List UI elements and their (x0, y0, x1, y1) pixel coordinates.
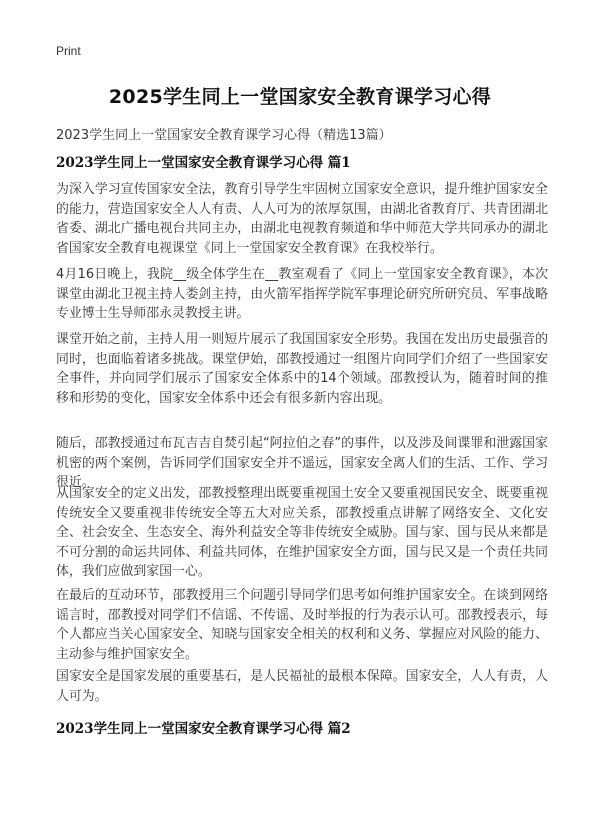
page-title: 2025学生同上一堂国家安全教育课学习心得 (108, 86, 492, 108)
section-heading-2: 2023学生同上一堂国家安全教育课学习心得 篇2 (56, 721, 351, 737)
paragraph-6: 在最后的互动环节，邵教授用三个问题引导同学们思考如何维护国家安全。在谈到网络谣言时，邵教授对同学们不信谣、不传谣、及时举报的行为表示认可。邵教授表示，每个人都应当关心国家安全、知晓与国家安全相关的权利和义务、掌握应对风险的能力、主动参与维护国家安全。 (56, 588, 548, 662)
paragraph-2: 4月16日晚上，我院__级全体学生在__教室观看了《同上一堂国家安全教育课》，本次课堂由湖北卫视主持人娄剑主持，由火箭军指挥学院军事理论研究所研究员、军事战略专业博士生导师邵永灵教授主讲。 (56, 267, 548, 321)
paragraph-5: 从国家安全的定义出发，邵教授整理出既要重视国土安全又要重视国民安全、既要重视传统安全又要重视非传统安全等五大对应关系，邵教授重点讲解了网络安全、文化安全、社会安全、生态安全、海外利益安全等非传统安全威胁。国与家、国与民从来都是不可分割的命运共同体、利益共同体，在维护国家安全方面，国与民又是一个责任共同体，我们应做到家国一心。 (56, 486, 548, 579)
document-subtitle: 2023学生同上一堂国家安全教育课学习心得（精选13篇） (56, 128, 392, 143)
paragraph-4: 随后，邵教授通过布瓦吉吉自焚引起“阿拉伯之春”的事件，以及涉及间谍罪和泄露国家机密的两个案例，告诉同学们国家安全并不遥远，国家安全离人们的生活、工作、学习很近。 (56, 436, 548, 490)
print-link[interactable]: Print (56, 44, 81, 58)
paragraph-1: 为深入学习宣传国家安全法，教育引导学生牢固树立国家安全意识，提升维护国家安全的能力，营造国家安全人人有责、人人可为的浓厚氛围，由湖北省教育厅、共青团湖北省委、湖北广播电视台共同主办，由湖北电视教育频道和华中师范大学共同承办的湖北省国家安全教育电视课堂《同上一堂国家安全教育课》在我校举行。 (56, 182, 548, 256)
paragraph-3: 课堂开始之前，主持人用一则短片展示了我国国家安全形势。我国在发出历史最强音的同时，也面临着诸多挑战。课堂伊始，邵教授通过一组图片向同学们介绍了一些国家安全事件，并向同学们展示了国家安全体系中的14个领域。邵教授认为，随着时间的推移和形势的变化，国家安全体系中还会有很多新内容出现。 (56, 332, 548, 406)
paragraph-7: 国家安全是国家发展的重要基石，是人民福祉的最根本保障。国家安全，人人有责，人人可为。 (56, 669, 548, 704)
section-heading-1: 2023学生同上一堂国家安全教育课学习心得 篇1 (56, 155, 351, 171)
